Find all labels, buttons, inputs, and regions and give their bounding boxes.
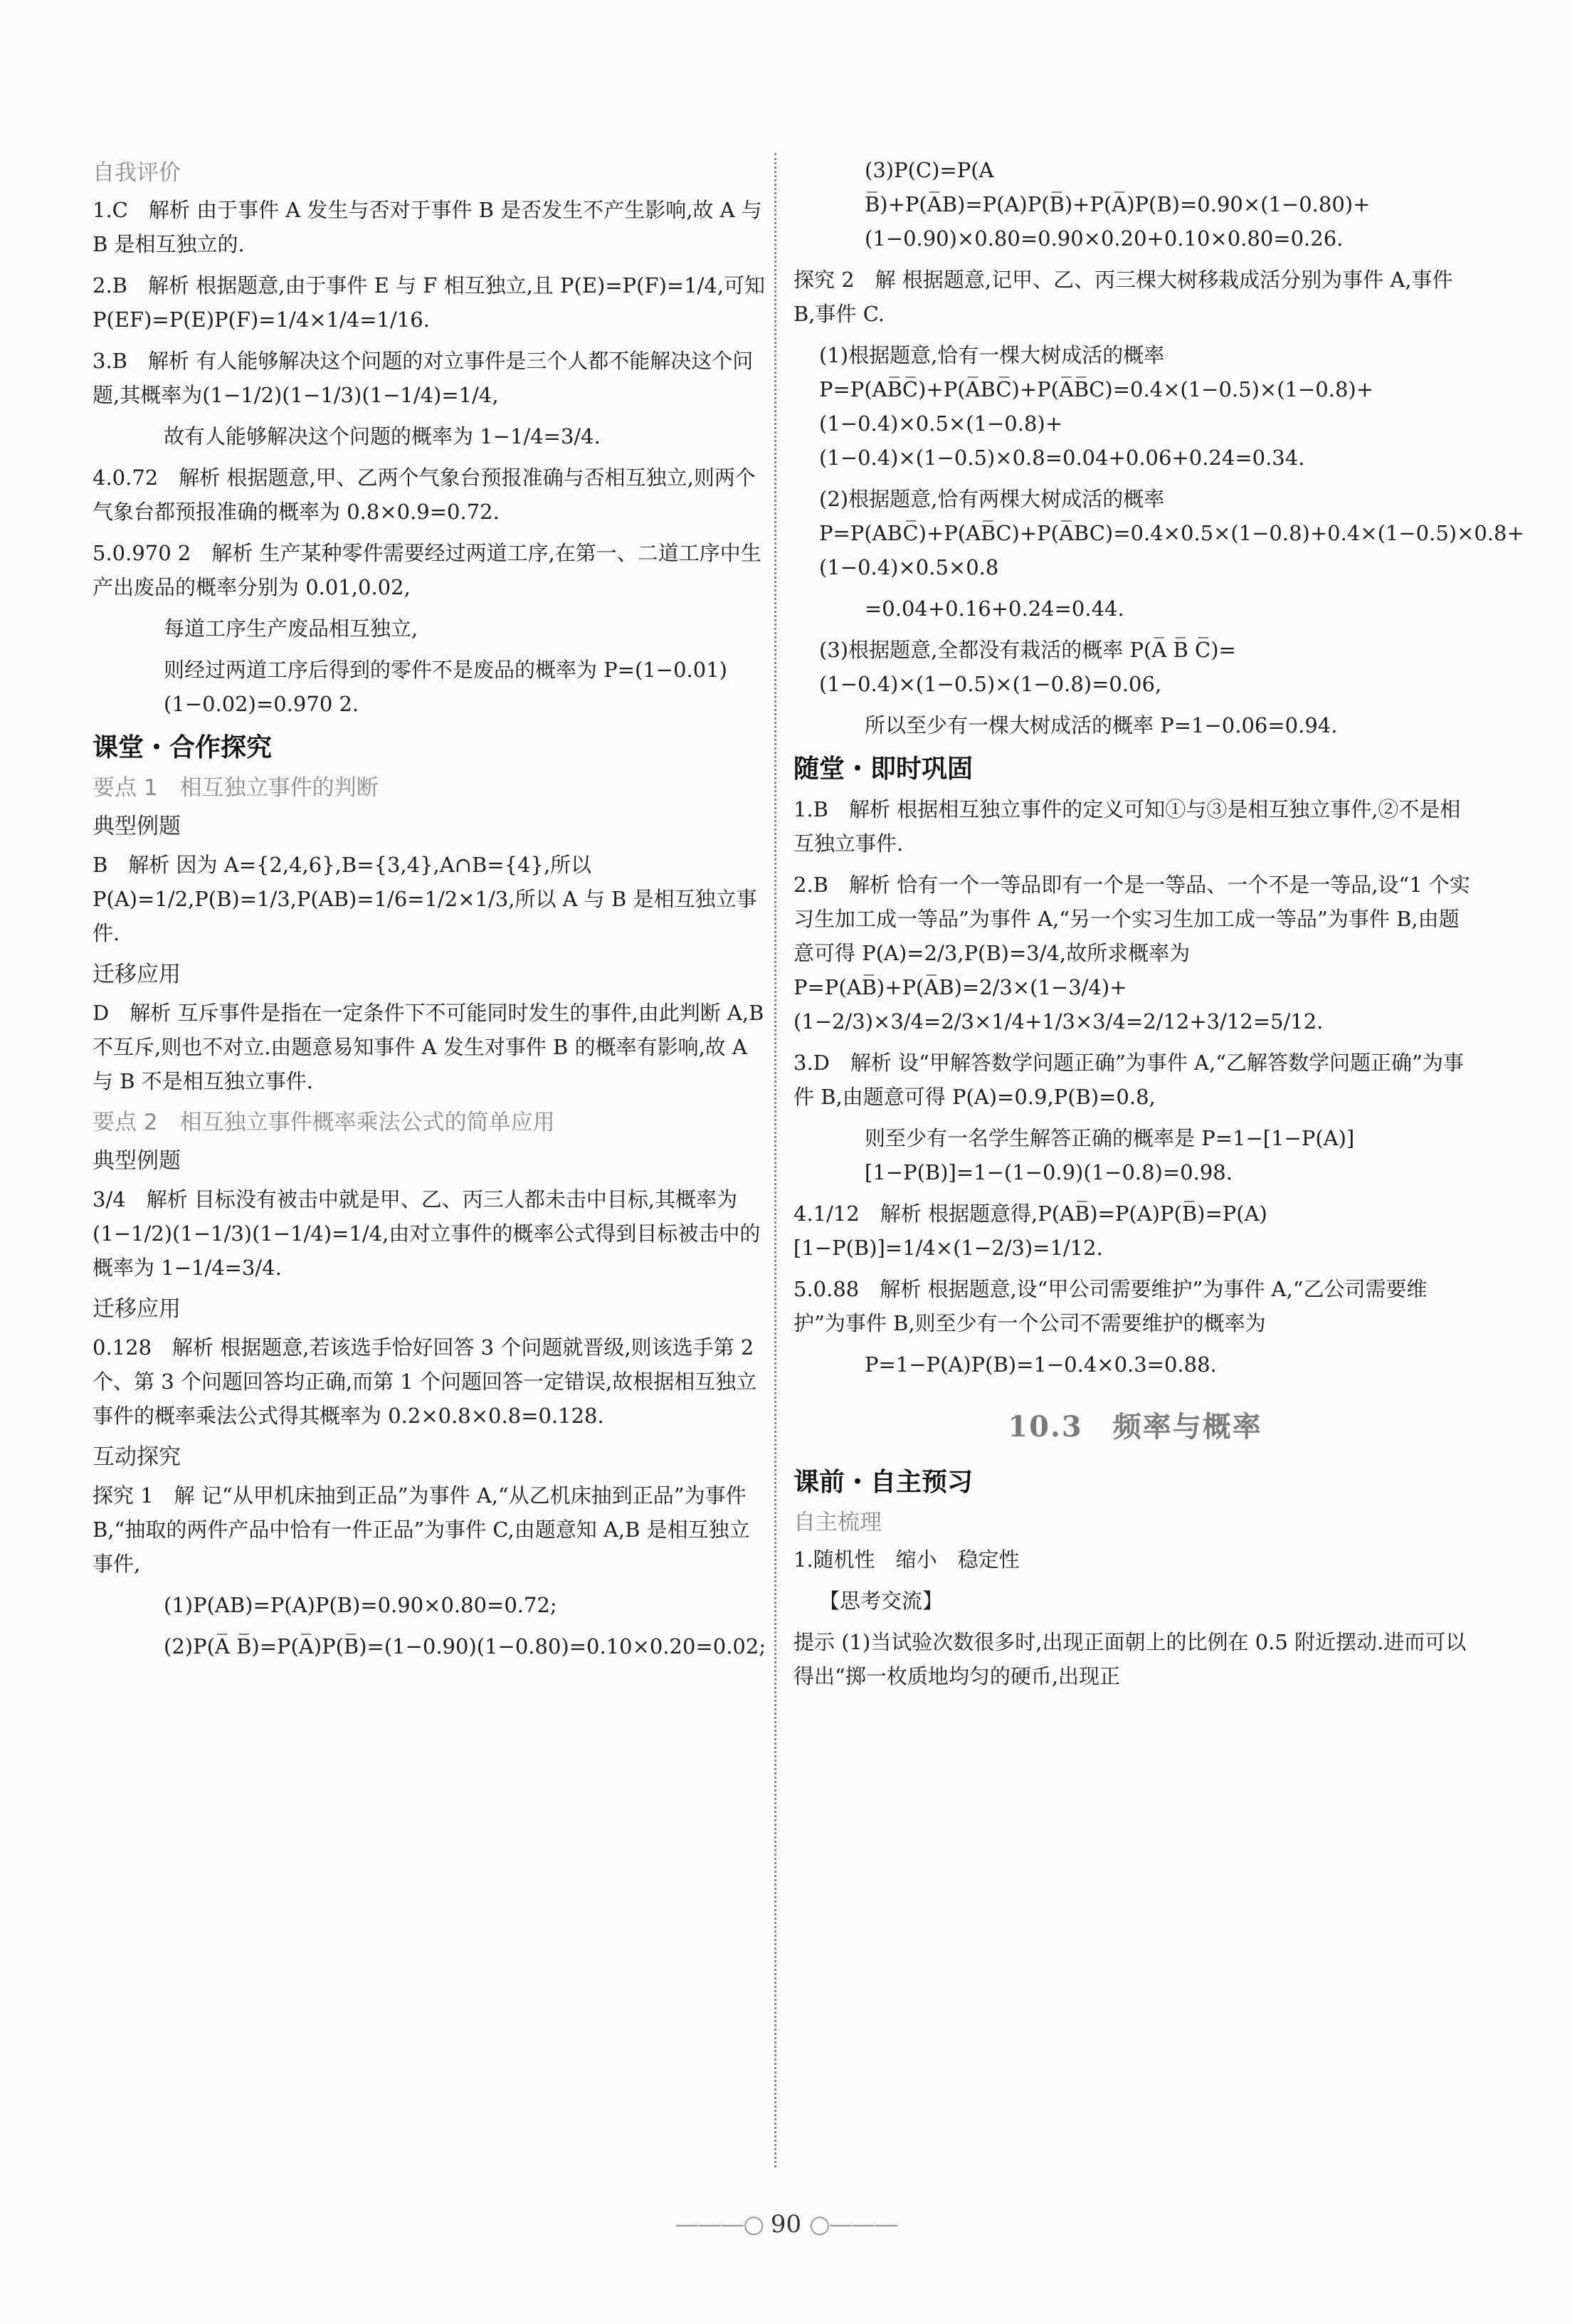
right-paragraph: 自主梳理	[793, 1510, 882, 1535]
page-footer	[0, 2210, 1572, 2239]
right-paragraph: 5.0.88 解析 根据题意,设“甲公司需要维护”为事件 A,“乙公司需要维护”为事件 B,则至少有一个公司不需要维护的概率为	[793, 1277, 1428, 1335]
left-paragraph: 3.B 解析 有人能够解决这个问题的对立事件是三个人都不能解决这个问题,其概率为(1−1/2)(1−1/3)(1−1/4)=1/4,	[93, 349, 754, 407]
right-paragraph: (3)P(C)=P(A B̅)+P(A̅B)=P(A)P(B̅)+P(A̅)P(B)=0.90×(1−0.80)+(1−0.90)×0.80=0.90×0.20+0.10×0.80=0.26.	[865, 158, 1371, 251]
left-paragraph: 故有人能够解决这个问题的概率为 1−1/4=3/4.	[164, 424, 601, 448]
right-paragraph: 则至少有一名学生解答正确的概率是 P=1−[1−P(A)][1−P(B)]=1−(1−0.9)(1−0.8)=0.98.	[865, 1126, 1355, 1184]
right-paragraph: 1.B 解析 根据相互独立事件的定义可知①与③是相互独立事件,②不是相互独立事件.	[793, 797, 1461, 856]
left-paragraph: 典型例题	[93, 814, 181, 839]
right-paragraph: (2)根据题意,恰有两棵大树成活的概率 P=P(ABC̅)+P(AB̅C)+P(A̅BC)=0.4×0.5×(1−0.8)+0.4×(1−0.5)×0.8+(1−0.4)×0.5×0.8	[819, 487, 1524, 579]
footer-ornament-right: ○———	[808, 2210, 897, 2239]
left-paragraph: 探究 1 解 记“从甲机床抽到正品”为事件 A,“从乙机床抽到正品”为事件 B,“抽取的两件产品中恰有一件正品”为事件 C,由题意知 A,B 是相互独立事件,	[93, 1483, 750, 1576]
right-paragraph: 2.B 解析 恰有一个一等品即有一个是一等品、一个不是一等品,设“1 个实习生加工成一等品”为事件 A,“另一个实习生加工成一等品”为事件 B,由题意可得 P(A)=2/3,P(B)=3/4,故所求概率为 P=P(AB̅)+P(A̅B)=2/3×(1−3/4)+(1−2/3)×3/4=2/3×1/4+1/3×3/4=2/12+3/12=5/12.	[793, 873, 1470, 1034]
left-paragraph: 3/4 解析 目标没有被击中就是甲、乙、丙三人都未击中目标,其概率为(1−1/2)(1−1/3)(1−1/4)=1/4,由对立事件的概率公式得到目标被击中的概率为 1−1/4=3/4.	[93, 1187, 761, 1280]
right-paragraph: 4.1/12 解析 根据题意得,P(AB̅)=P(A)P(B̅)=P(A)[1−P(B)]=1/4×(1−2/3)=1/12.	[793, 1202, 1267, 1260]
right-paragraph: P=1−P(A)P(B)=1−0.4×0.3=0.88.	[865, 1352, 1217, 1377]
left-paragraph: 2.B 解析 根据题意,由于事件 E 与 F 相互独立,且 P(E)=P(F)=1/4,可知 P(EF)=P(E)P(F)=1/4×1/4=1/16.	[93, 273, 766, 332]
left-paragraph: (2)P(A̅ B̅)=P(A̅)P(B̅)=(1−0.90)(1−0.80)=0.10×0.20=0.02;	[164, 1634, 766, 1658]
left-paragraph: 迁移应用	[93, 1296, 181, 1322]
left-paragraph: 每道工序生产废品相互独立,	[164, 616, 418, 641]
left-paragraph: 则经过两道工序后得到的零件不是废品的概率为 P=(1−0.01)(1−0.02)=0.970 2.	[164, 658, 727, 716]
left-paragraph: 迁移应用	[93, 962, 181, 987]
right-paragraph: 课前・自主预习	[793, 1468, 974, 1497]
left-paragraph: B 解析 因为 A={2,4,6},B={3,4},A∩B={4},所以 P(A)=1/2,P(B)=1/3,P(AB)=1/6=1/2×1/3,所以 A 与 B 是相互独立事件.	[93, 853, 757, 945]
page-number: 90	[770, 2210, 802, 2239]
left-paragraph: D 解析 互斥事件是指在一定条件下不可能同时发生的事件,由此判断 A,B 不互斥,则也不对立.由题意易知事件 A 发生对事件 B 的概率有影响,故 A 与 B 不是相互独立事件.	[93, 1001, 764, 1093]
left-paragraph: 典型例题	[93, 1148, 181, 1174]
column-divider	[774, 153, 776, 2167]
right-paragraph: 探究 2 解 根据题意,记甲、乙、丙三棵大树移栽成活分别为事件 A,事件 B,事件 C.	[793, 268, 1453, 326]
left-column	[93, 153, 769, 1671]
right-paragraph: 随堂・即时巩固	[793, 754, 974, 784]
right-paragraph: 【思考交流】	[819, 1589, 944, 1613]
right-column	[793, 153, 1524, 1700]
left-paragraph: 0.128 解析 根据题意,若该选手恰好回答 3 个问题就晋级,则该选手第 2 个、第 3 个问题回答均正确,而第 1 个问题回答一定错误,故根据相互独立事件的概率乘法公式得其概率为 0.2×0.8×0.8=0.128.	[93, 1335, 757, 1428]
right-paragraph: 所以至少有一棵大树成活的概率 P=1−0.06=0.94.	[865, 713, 1338, 737]
right-paragraph: 1.随机性 缩小 稳定性	[793, 1547, 1020, 1572]
left-paragraph: 1.C 解析 由于事件 A 发生与否对于事件 B 是否发生不产生影响,故 A 与 B 是相互独立的.	[93, 198, 762, 256]
left-paragraph: 要点 1 相互独立事件的判断	[93, 775, 379, 801]
right-paragraph: 3.D 解析 设“甲解答数学问题正确”为事件 A,“乙解答数学问题正确”为事件 B,由题意可得 P(A)=0.9,P(B)=0.8,	[793, 1051, 1464, 1109]
left-paragraph: 5.0.970 2 解析 生产某种零件需要经过两道工序,在第一、二道工序中生产出废品的概率分别为 0.01,0.02,	[93, 541, 761, 599]
right-paragraph: (1)根据题意,恰有一棵大树成活的概率 P=P(AB̅C̅)+P(A̅BC̅)+P(A̅B̅C)=0.4×(1−0.5)×(1−0.8)+(1−0.4)×0.5×(1−0.8)+(1−0.4)×(1−0.5)×0.8=0.04+0.06+0.24=0.34.	[819, 343, 1374, 470]
left-paragraph: 课堂・合作探究	[93, 733, 273, 762]
right-paragraph: 提示 (1)当试验次数很多时,出现正面朝上的比例在 0.5 附近摆动.进而可以得出“掷一枚质地均匀的硬币,出现正	[793, 1630, 1467, 1688]
right-paragraph: 10.3 频率与概率	[1008, 1410, 1262, 1444]
left-paragraph: 自我评价	[93, 160, 181, 186]
right-paragraph: =0.04+0.16+0.24=0.44.	[865, 596, 1124, 621]
footer-ornament-left: ———○	[675, 2210, 764, 2239]
left-paragraph: 4.0.72 解析 根据题意,甲、乙两个气象台预报准确与否相互独立,则两个气象台都预报准确的概率为 0.8×0.9=0.72.	[93, 466, 756, 524]
right-paragraph: (3)根据题意,全都没有栽活的概率 P(A̅ B̅ C̅)=(1−0.4)×(1−0.5)×(1−0.8)=0.06,	[819, 638, 1236, 696]
left-paragraph: (1)P(AB)=P(A)P(B)=0.90×0.80=0.72;	[164, 1593, 557, 1617]
left-paragraph: 互动探究	[93, 1444, 181, 1470]
left-paragraph: 要点 2 相互独立事件概率乘法公式的简单应用	[93, 1110, 555, 1135]
